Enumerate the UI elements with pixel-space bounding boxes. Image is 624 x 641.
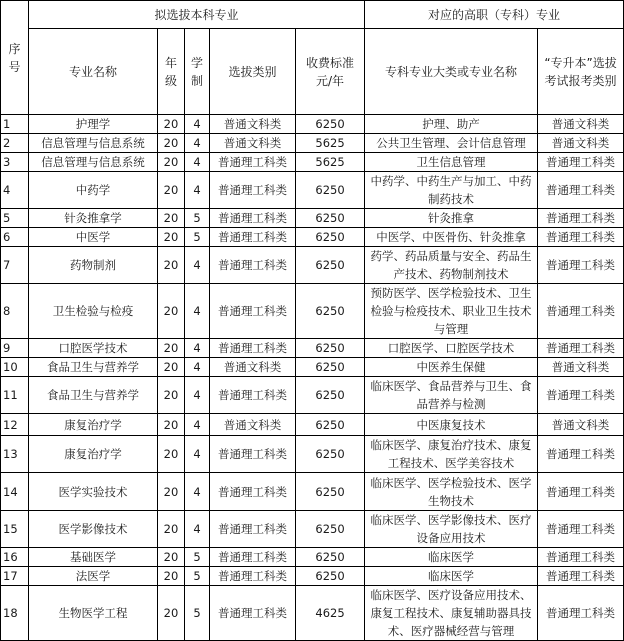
table-row	[1, 567, 624, 586]
row-seq: 4	[1, 172, 29, 209]
row-seq: 18	[1, 586, 29, 641]
row-college-major: 临床医学	[365, 567, 538, 586]
header-college-major: 专科专业大类或专业名称	[365, 29, 538, 115]
row-category: 普通理工科类	[210, 172, 296, 209]
table-row	[1, 473, 624, 511]
table-row	[1, 134, 624, 153]
row-exam-category: 普通理工科类	[538, 153, 624, 172]
row-major: 口腔医学技术	[29, 339, 158, 358]
row-years: 5	[185, 228, 210, 247]
table-row	[1, 377, 624, 414]
row-exam-category: 普通理工科类	[538, 209, 624, 228]
row-category: 普通理工科类	[210, 209, 296, 228]
row-major: 医学影像技术	[29, 511, 158, 548]
row-seq: 16	[1, 548, 29, 567]
row-major: 法医学	[29, 567, 158, 586]
header-years: 学制	[185, 29, 210, 115]
row-category: 普通文科类	[210, 414, 296, 436]
row-exam-category: 普通理工科类	[538, 172, 624, 209]
row-fee: 6250	[296, 339, 365, 358]
row-years: 4	[185, 115, 210, 134]
table-row	[1, 209, 624, 228]
row-years: 4	[185, 247, 210, 284]
row-grade: 20	[158, 567, 185, 586]
row-major: 康复治疗学	[29, 414, 158, 436]
row-exam-category: 普通理工科类	[538, 377, 624, 414]
row-years: 5	[185, 586, 210, 641]
row-exam-category: 普通理工科类	[538, 511, 624, 548]
row-college-major: 护理、助产	[365, 115, 538, 134]
row-fee: 6250	[296, 436, 365, 473]
row-seq: 12	[1, 414, 29, 436]
row-major: 中药学	[29, 172, 158, 209]
row-college-major: 临床医学、医疗设备应用技术、康复工程技术、康复辅助器具技术、医疗器械经营与管理	[365, 586, 538, 641]
row-college-major: 公共卫生管理、会计信息管理	[365, 134, 538, 153]
row-seq: 13	[1, 436, 29, 473]
row-fee: 6250	[296, 567, 365, 586]
row-seq: 6	[1, 228, 29, 247]
header-category: 选拔类别	[210, 29, 296, 115]
row-years: 4	[185, 436, 210, 473]
row-fee: 6250	[296, 511, 365, 548]
row-major: 护理学	[29, 115, 158, 134]
row-grade: 20	[158, 115, 185, 134]
row-fee: 6250	[296, 284, 365, 339]
table-row	[1, 548, 624, 567]
row-college-major: 药学、药品质量与安全、药品生产技术、药物制剂技术	[365, 247, 538, 284]
row-college-major: 预防医学、医学检验技术、卫生检验与检疫技术、职业卫生技术与管理	[365, 284, 538, 339]
row-grade: 20	[158, 247, 185, 284]
row-seq: 3	[1, 153, 29, 172]
row-grade: 20	[158, 209, 185, 228]
row-grade: 20	[158, 473, 185, 511]
row-fee: 6250	[296, 377, 365, 414]
row-seq: 5	[1, 209, 29, 228]
row-fee: 6250	[296, 172, 365, 209]
row-major: 康复治疗学	[29, 436, 158, 473]
row-years: 5	[185, 548, 210, 567]
row-exam-category: 普通理工科类	[538, 436, 624, 473]
header-grade: 年级	[158, 29, 185, 115]
row-college-major: 临床医学、医学影像技术、医疗设备应用技术	[365, 511, 538, 548]
row-seq: 8	[1, 284, 29, 339]
table-row	[1, 228, 624, 247]
table-row	[1, 414, 624, 436]
header-major: 专业名称	[29, 29, 158, 115]
row-college-major: 临床医学、医学检验技术、医学生物技术	[365, 473, 538, 511]
row-major: 生物医学工程	[29, 586, 158, 641]
row-exam-category: 普通理工科类	[538, 247, 624, 284]
row-grade: 20	[158, 172, 185, 209]
row-exam-category: 普通理工科类	[538, 228, 624, 247]
row-years: 4	[185, 339, 210, 358]
row-category: 普通理工科类	[210, 228, 296, 247]
row-category: 普通文科类	[210, 134, 296, 153]
row-category: 普通理工科类	[210, 436, 296, 473]
row-major: 食品卫生与营养学	[29, 358, 158, 377]
row-fee: 4625	[296, 586, 365, 641]
row-exam-category: 普通文科类	[538, 358, 624, 377]
row-fee: 6250	[296, 358, 365, 377]
row-category: 普通理工科类	[210, 473, 296, 511]
row-category: 普通理工科类	[210, 339, 296, 358]
row-fee: 6250	[296, 473, 365, 511]
row-fee: 6250	[296, 115, 365, 134]
row-fee: 5625	[296, 153, 365, 172]
row-college-major: 针灸推拿	[365, 209, 538, 228]
row-category: 普通文科类	[210, 115, 296, 134]
row-exam-category: 普通理工科类	[538, 567, 624, 586]
row-seq: 2	[1, 134, 29, 153]
row-category: 普通理工科类	[210, 377, 296, 414]
row-category: 普通理工科类	[210, 567, 296, 586]
row-major: 信息管理与信息系统	[29, 153, 158, 172]
row-exam-category: 普通理工科类	[538, 548, 624, 567]
row-grade: 20	[158, 134, 185, 153]
table-row	[1, 358, 624, 377]
table-row	[1, 284, 624, 339]
row-years: 4	[185, 377, 210, 414]
header-exam-category: “专升本”选拔考试报考类别	[538, 29, 624, 115]
row-fee: 6250	[296, 209, 365, 228]
table-row	[1, 172, 624, 209]
row-category: 普通理工科类	[210, 548, 296, 567]
header-row-group	[1, 1, 624, 29]
header-group-undergrad: 拟选拔本科专业	[29, 1, 365, 29]
row-grade: 20	[158, 511, 185, 548]
row-college-major: 中医康复技术	[365, 414, 538, 436]
row-seq: 17	[1, 567, 29, 586]
table-row	[1, 247, 624, 284]
row-exam-category: 普通理工科类	[538, 339, 624, 358]
row-fee: 5625	[296, 134, 365, 153]
row-category: 普通文科类	[210, 358, 296, 377]
row-years: 4	[185, 284, 210, 339]
table-row	[1, 436, 624, 473]
row-fee: 6250	[296, 247, 365, 284]
row-grade: 20	[158, 436, 185, 473]
row-college-major: 临床医学	[365, 548, 538, 567]
row-exam-category: 普通文科类	[538, 414, 624, 436]
row-seq: 1	[1, 115, 29, 134]
row-seq: 11	[1, 377, 29, 414]
header-fee: 收费标准元/年	[296, 29, 365, 115]
row-years: 5	[185, 209, 210, 228]
row-fee: 6250	[296, 548, 365, 567]
table-row	[1, 339, 624, 358]
row-exam-category: 普通理工科类	[538, 284, 624, 339]
row-grade: 20	[158, 358, 185, 377]
row-grade: 20	[158, 228, 185, 247]
row-years: 4	[185, 414, 210, 436]
row-exam-category: 普通文科类	[538, 115, 624, 134]
header-seq: 序号	[1, 1, 29, 115]
row-college-major: 中药学、中药生产与加工、中药制药技术	[365, 172, 538, 209]
row-category: 普通理工科类	[210, 284, 296, 339]
row-college-major: 中医养生保健	[365, 358, 538, 377]
row-college-major: 临床医学、食品营养与卫生、食品营养与检测	[365, 377, 538, 414]
row-grade: 20	[158, 153, 185, 172]
row-seq: 14	[1, 473, 29, 511]
row-major: 信息管理与信息系统	[29, 134, 158, 153]
row-major: 食品卫生与营养学	[29, 377, 158, 414]
row-grade: 20	[158, 339, 185, 358]
row-major: 中医学	[29, 228, 158, 247]
row-fee: 6250	[296, 414, 365, 436]
row-category: 普通理工科类	[210, 586, 296, 641]
row-major: 基础医学	[29, 548, 158, 567]
row-grade: 20	[158, 284, 185, 339]
table-row	[1, 153, 624, 172]
row-seq: 9	[1, 339, 29, 358]
row-college-major: 口腔医学、口腔医学技术	[365, 339, 538, 358]
row-years: 4	[185, 172, 210, 209]
row-major: 药物制剂	[29, 247, 158, 284]
header-row-columns	[1, 29, 624, 115]
row-years: 5	[185, 567, 210, 586]
table-row	[1, 115, 624, 134]
row-grade: 20	[158, 586, 185, 641]
row-category: 普通理工科类	[210, 153, 296, 172]
row-college-major: 中医学、中医骨伤、针灸推拿	[365, 228, 538, 247]
row-category: 普通理工科类	[210, 247, 296, 284]
row-seq: 15	[1, 511, 29, 548]
row-college-major: 卫生信息管理	[365, 153, 538, 172]
row-grade: 20	[158, 548, 185, 567]
table-row	[1, 586, 624, 641]
row-major: 医学实验技术	[29, 473, 158, 511]
row-seq: 10	[1, 358, 29, 377]
row-fee: 6250	[296, 228, 365, 247]
header-group-college: 对应的高职（专科）专业	[365, 1, 624, 29]
row-years: 4	[185, 511, 210, 548]
row-exam-category: 普通理工科类	[538, 473, 624, 511]
row-major: 卫生检验与检疫	[29, 284, 158, 339]
row-years: 4	[185, 153, 210, 172]
row-category: 普通理工科类	[210, 511, 296, 548]
row-grade: 20	[158, 377, 185, 414]
row-years: 4	[185, 358, 210, 377]
row-exam-category: 普通理工科类	[538, 586, 624, 641]
row-years: 4	[185, 134, 210, 153]
row-years: 4	[185, 473, 210, 511]
table-row	[1, 511, 624, 548]
row-seq: 7	[1, 247, 29, 284]
row-major: 针灸推拿学	[29, 209, 158, 228]
row-grade: 20	[158, 414, 185, 436]
row-college-major: 临床医学、康复治疗技术、康复工程技术、医学美容技术	[365, 436, 538, 473]
row-exam-category: 普通文科类	[538, 134, 624, 153]
